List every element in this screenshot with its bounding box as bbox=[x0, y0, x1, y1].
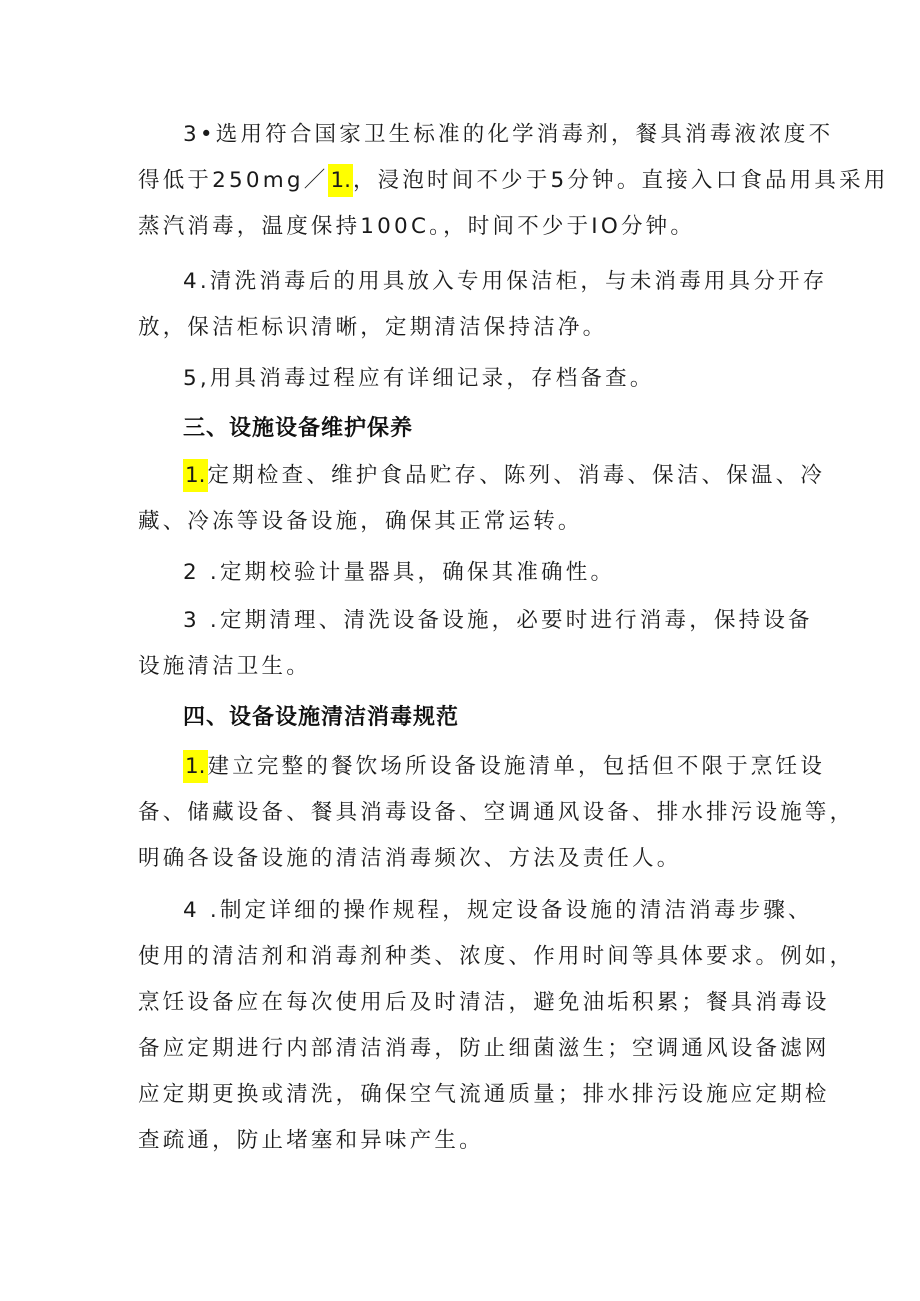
text-line: 备应定期进行内部清洁消毒，防止细菌滋生；空调通风设备滤网 bbox=[138, 1036, 830, 1061]
paragraph-maintenance bbox=[138, 453, 826, 545]
text-line: 5,用具消毒过程应有详细记录，存档备查。 bbox=[183, 366, 655, 391]
text-line: 2 .定期校验计量器具，确保其准确性。 bbox=[183, 560, 616, 585]
text-line: 应定期更换或清洗，确保空气流通质量；排水排污设施应定期检 bbox=[138, 1082, 830, 1107]
text-line: 查疏通，防止堵塞和异味产生。 bbox=[138, 1128, 484, 1153]
highlighted-number: 1. bbox=[328, 164, 353, 197]
text-line: 备、储藏设备、餐具消毒设备、空调通风设备、排水排污设施等， bbox=[138, 800, 855, 825]
text-segment: 得低于250mg／ bbox=[138, 168, 329, 193]
text-line: 3•选用符合国家卫生标准的化学消毒剂，餐具消毒液浓度不 bbox=[183, 122, 834, 147]
text-segment: 建立完整的餐饮场所设备设施清单，包括但不限于烹饪设 bbox=[207, 754, 826, 779]
paragraph-calibration bbox=[138, 550, 798, 596]
section-heading: 三、设施设备维护保养 bbox=[183, 416, 414, 441]
text-line: 藏、冷冻等设备设施，确保其正常运转。 bbox=[138, 509, 583, 534]
text-line: 设施清洁卫生。 bbox=[138, 654, 311, 679]
paragraph-equipment-list bbox=[138, 744, 855, 882]
paragraph-records bbox=[138, 356, 798, 402]
text-line: 4 .制定详细的操作规程，规定设备设施的清洁消毒步骤、 bbox=[183, 898, 813, 923]
text-line: 蒸汽消毒，温度保持100C。，时间不少于IO分钟。 bbox=[138, 214, 696, 239]
text-line: 3 .定期清理、清洗设备设施，必要时进行消毒，保持设备 bbox=[183, 608, 813, 633]
text-segment: 定期检查、维护食品贮存、陈列、消毒、保洁、保温、冷 bbox=[207, 463, 826, 488]
text-line: 放，保洁柜标识清晰，定期清洁保持洁净。 bbox=[138, 315, 608, 340]
paragraph-cleaning bbox=[138, 598, 813, 690]
text-line bbox=[138, 158, 889, 204]
text-line bbox=[138, 744, 826, 790]
highlighted-number: 1. bbox=[183, 750, 208, 783]
text-line: 4.清洗消毒后的用具放入专用保洁柜，与未消毒用具分开存 bbox=[183, 269, 828, 294]
text-line: 烹饪设备应在每次使用后及时清洁，避免油垢积累；餐具消毒设 bbox=[138, 990, 830, 1015]
paragraph-disinfectant bbox=[138, 112, 889, 250]
paragraph-procedures bbox=[138, 888, 855, 1164]
paragraph-storage bbox=[138, 259, 828, 351]
text-line: 使用的清洁剂和消毒剂种类、浓度、作用时间等具体要求。例如， bbox=[138, 944, 855, 969]
text-line bbox=[138, 453, 826, 499]
text-line: 明确各设备设施的清洁消毒频次、方法及责任人。 bbox=[138, 846, 682, 871]
highlighted-number: 1. bbox=[183, 459, 208, 492]
section-heading: 四、设备设施清洁消毒规范 bbox=[183, 705, 460, 730]
text-segment: ，浸泡时间不少于5分钟。直接入口食品用具采用 bbox=[352, 168, 889, 193]
